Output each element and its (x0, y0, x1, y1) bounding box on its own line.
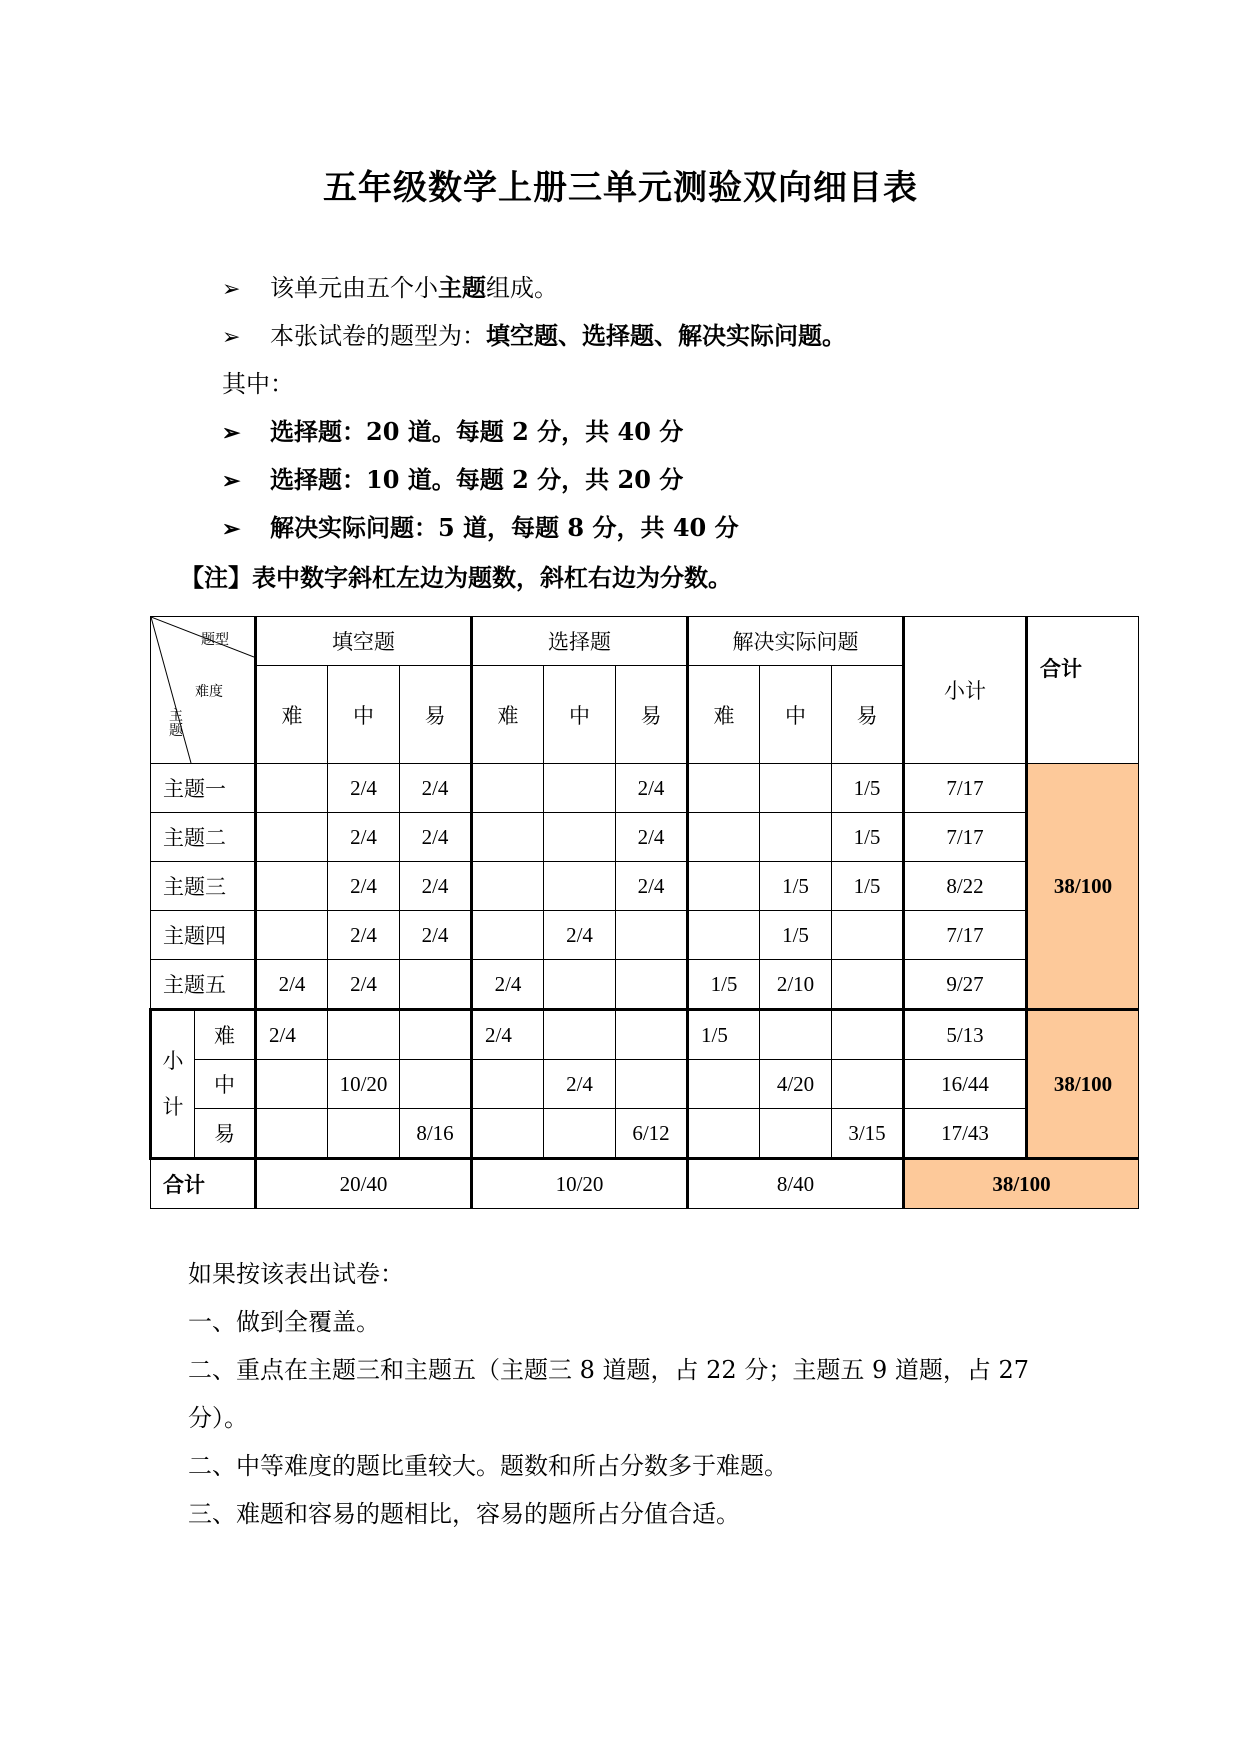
table-cell (544, 813, 616, 862)
table-cell: 2/4 (328, 960, 400, 1010)
table-cell: 2/4 (616, 764, 688, 813)
table-cell (472, 813, 544, 862)
table-cell (544, 960, 616, 1010)
table-cell (256, 1109, 328, 1159)
topic-label: 主题四 (151, 911, 256, 960)
group-total-cell: 8/40 (688, 1159, 904, 1209)
conclusion-line: 二、中等难度的题比重较大。题数和所占分数多于难题。 (188, 1452, 788, 1480)
table-cell (544, 1010, 616, 1060)
detail-item: ➢ 选择题：20 道。每题 2 分，共 40 分 (222, 414, 683, 450)
table-cell: 2/4 (256, 960, 328, 1010)
level-header: 难 (472, 666, 544, 764)
table-cell (688, 911, 760, 960)
table-cell: 2/4 (616, 813, 688, 862)
table-cell: 1/5 (832, 862, 904, 911)
intro-bullet-2: ➢ 本张试卷的题型为：填空题、选择题、解决实际问题。 (222, 318, 846, 354)
table-note: 【注】表中数字斜杠左边为题数，斜杠右边为分数。 (180, 563, 732, 592)
arrow-bullet-icon: ➢ (222, 420, 241, 446)
table-cell: 2/4 (400, 764, 472, 813)
table-row (151, 1060, 1139, 1109)
subtotal-cell: 9/27 (904, 960, 1027, 1010)
topic-label: 主题三 (151, 862, 256, 911)
table-cell (472, 1060, 544, 1109)
level-label: 中 (195, 1060, 256, 1109)
group-header: 填空题 (256, 617, 472, 666)
table-cell: 2/10 (760, 960, 832, 1010)
table-cell: 2/4 (328, 764, 400, 813)
table-cell: 2/4 (256, 1010, 328, 1060)
topic-label: 主题五 (151, 960, 256, 1010)
table-cell (688, 1109, 760, 1159)
level-header: 易 (616, 666, 688, 764)
detail-item: ➢ 选择题：10 道。每题 2 分，共 20 分 (222, 462, 683, 498)
topics-total-cell: 38/100 (1027, 764, 1139, 1010)
table-cell (544, 1109, 616, 1159)
table-cell (256, 813, 328, 862)
level-header: 难 (256, 666, 328, 764)
grand-total-cell: 38/100 (904, 1159, 1139, 1209)
table-cell: 2/4 (328, 862, 400, 911)
table-cell: 1/5 (832, 764, 904, 813)
table-cell (760, 1010, 832, 1060)
table-cell: 1/5 (832, 813, 904, 862)
table-cell (472, 862, 544, 911)
table-row (151, 764, 1139, 813)
table-cell (832, 1010, 904, 1060)
table-cell: 3/15 (832, 1109, 904, 1159)
conclusion-line: 三、难题和容易的题相比，容易的题所占分值合适。 (188, 1500, 740, 1528)
table-cell (760, 813, 832, 862)
corner-type-label: 题型 (201, 633, 229, 648)
level-header: 中 (544, 666, 616, 764)
table-cell (832, 960, 904, 1010)
subtotal-cell: 5/13 (904, 1010, 1027, 1060)
table-row (151, 862, 1139, 911)
table-cell: 1/5 (760, 862, 832, 911)
arrow-bullet-icon: ➢ (222, 516, 241, 542)
subtotal-vertical-label: 小 计 (151, 1010, 195, 1159)
table-cell (256, 1060, 328, 1109)
topic-label: 主题二 (151, 813, 256, 862)
table-cell: 2/4 (544, 911, 616, 960)
table-cell (616, 1060, 688, 1109)
table-cell: 1/5 (760, 911, 832, 960)
level-header: 易 (400, 666, 472, 764)
table-row (151, 813, 1139, 862)
table-cell (616, 960, 688, 1010)
table-cell: 1/5 (688, 1010, 760, 1060)
table-cell (400, 1010, 472, 1060)
corner-diagonal-cell (151, 617, 256, 764)
subtotal-cell: 8/22 (904, 862, 1027, 911)
page-title: 五年级数学上册三单元测验双向细目表 (323, 168, 918, 208)
level-header: 中 (328, 666, 400, 764)
table-cell (688, 813, 760, 862)
detail-item: ➢ 解决实际问题：5 道，每题 8 分，共 40 分 (222, 510, 739, 546)
table-cell (760, 764, 832, 813)
levels-total-cell: 38/100 (1027, 1010, 1139, 1159)
group-header: 解决实际问题 (688, 617, 904, 666)
spec-table (149, 616, 1139, 1209)
table-cell: 2/4 (472, 1010, 544, 1060)
table-cell: 2/4 (328, 911, 400, 960)
table-cell (472, 911, 544, 960)
table-cell: 2/4 (400, 862, 472, 911)
table-cell (760, 1109, 832, 1159)
table-cell (472, 764, 544, 813)
conclusion-line: 一、做到全覆盖。 (188, 1308, 380, 1336)
table-cell: 8/16 (400, 1109, 472, 1159)
subtotal-cell: 17/43 (904, 1109, 1027, 1159)
table-cell: 2/4 (472, 960, 544, 1010)
conclusion-line: 分）。 (188, 1404, 248, 1432)
subtotal-cell: 7/17 (904, 911, 1027, 960)
subtotal-cell: 16/44 (904, 1060, 1027, 1109)
table-cell (688, 764, 760, 813)
intro-bullet-1: ➢ 该单元由五个小主题组成。 (222, 270, 558, 306)
grand-total-row (151, 1159, 1139, 1209)
table-cell (256, 911, 328, 960)
table-cell: 6/12 (616, 1109, 688, 1159)
table-cell (472, 1109, 544, 1159)
table-cell (256, 862, 328, 911)
corner-topic-label: 主题 (169, 709, 183, 739)
topic-label: 主题一 (151, 764, 256, 813)
table-cell (328, 1010, 400, 1060)
table-cell (400, 1060, 472, 1109)
table-cell (400, 960, 472, 1010)
subtotal-header: 小计 (904, 617, 1027, 764)
grand-total-label: 合计 (151, 1159, 256, 1209)
table-row (151, 960, 1139, 1010)
table-cell: 10/20 (328, 1060, 400, 1109)
arrow-bullet-icon: ➢ (222, 277, 241, 302)
level-header: 易 (832, 666, 904, 764)
subtotal-cell: 7/17 (904, 813, 1027, 862)
table-cell: 2/4 (616, 862, 688, 911)
table-cell (544, 764, 616, 813)
table-cell (256, 764, 328, 813)
table-cell (688, 1060, 760, 1109)
group-total-cell: 20/40 (256, 1159, 472, 1209)
total-header: 合计 (1027, 617, 1139, 764)
level-header: 难 (688, 666, 760, 764)
table-cell (832, 1060, 904, 1109)
table-cell: 4/20 (760, 1060, 832, 1109)
table-row (151, 911, 1139, 960)
level-header: 中 (760, 666, 832, 764)
arrow-bullet-icon: ➢ (222, 325, 241, 350)
subtotal-cell: 7/17 (904, 764, 1027, 813)
conclusion-line: 二、重点在主题三和主题五（主题三 8 道题，占 22 分；主题五 9 道题，占 27 (188, 1356, 1030, 1384)
group-header: 选择题 (472, 617, 688, 666)
group-total-cell: 10/20 (472, 1159, 688, 1209)
table-cell (328, 1109, 400, 1159)
table-cell (688, 862, 760, 911)
table-cell: 2/4 (544, 1060, 616, 1109)
table-cell (832, 911, 904, 960)
level-label: 难 (195, 1010, 256, 1060)
table-cell: 2/4 (400, 813, 472, 862)
table-cell: 2/4 (328, 813, 400, 862)
level-label: 易 (195, 1109, 256, 1159)
table-cell (616, 911, 688, 960)
arrow-bullet-icon: ➢ (222, 468, 241, 494)
intro-among: 其中： (222, 370, 294, 398)
table-row (151, 1010, 1139, 1060)
corner-difficulty-label: 难度 (195, 685, 223, 700)
table-cell: 1/5 (688, 960, 760, 1010)
table-cell (616, 1010, 688, 1060)
table-cell (544, 862, 616, 911)
table-row (151, 1109, 1139, 1159)
conclusion-line: 如果按该表出试卷： (188, 1260, 404, 1288)
table-cell: 2/4 (400, 911, 472, 960)
